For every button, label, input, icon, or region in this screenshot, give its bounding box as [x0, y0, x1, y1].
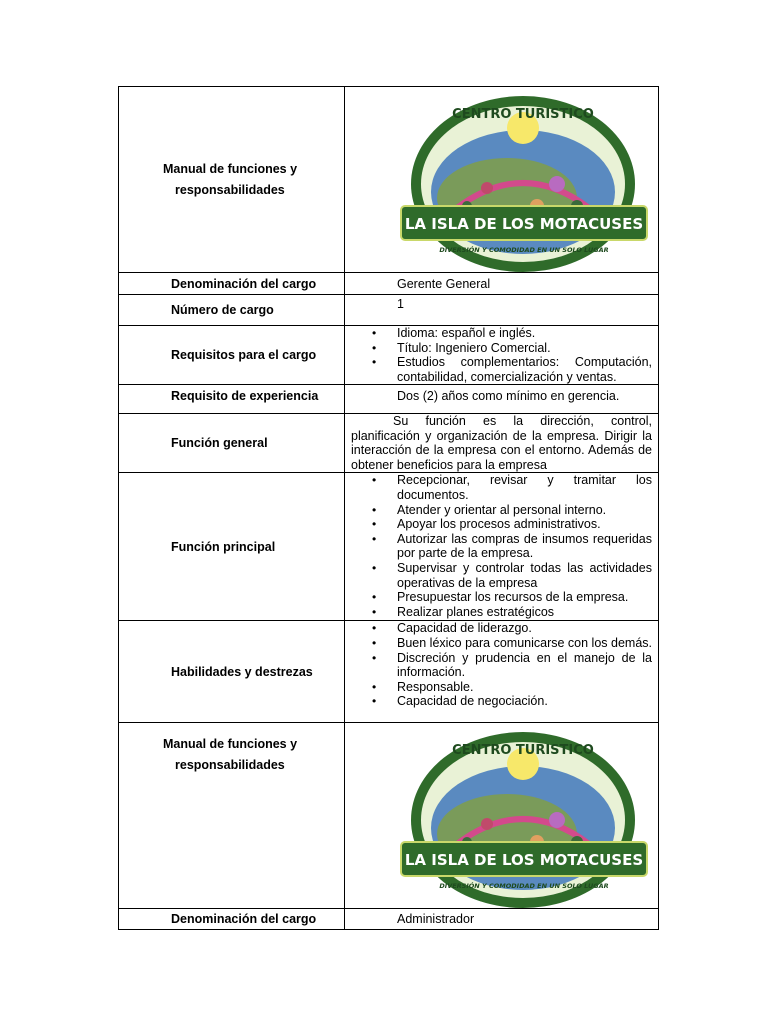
- manual-title-line1: Manual de funciones y: [163, 161, 298, 176]
- denominacion-label: Denominación del cargo: [119, 909, 345, 930]
- list-item: • Idioma: español e inglés.: [345, 326, 652, 341]
- list-item: • Buen léxico para comunicarse con los demás.: [345, 636, 652, 651]
- funcion-principal-label: Función principal: [119, 473, 345, 621]
- list-item: • Capacidad de liderazgo.: [345, 621, 652, 636]
- logo-banner-text: LA ISLA DE LOS MOTACUSES: [404, 214, 644, 233]
- requisitos-list: [345, 326, 658, 384]
- manual-title-line2: responsabilidades: [175, 182, 285, 197]
- habilidades-label: Habilidades y destrezas: [119, 621, 345, 723]
- manual-title-line2: responsabilidades: [175, 758, 285, 773]
- list-item: • Recepcionar, revisar y tramitar los documentos.: [345, 473, 652, 502]
- header-row: [119, 723, 659, 909]
- list-item: • Título: Ingeniero Comercial.: [345, 341, 652, 356]
- denominacion-row: [119, 909, 659, 930]
- denominacion-value: Administrador: [345, 909, 659, 930]
- logo-bottom-text: DIVERSIÓN Y COMODIDAD EN UN SOLO LUGAR: [439, 245, 609, 254]
- list-item: • Supervisar y controlar todas las actividades operativas de la empresa: [345, 561, 652, 590]
- manual-title-cell: [119, 723, 345, 909]
- experiencia-label: Requisito de experiencia: [119, 385, 345, 414]
- funcion-principal-row: [119, 473, 659, 621]
- logo-top-text: CENTRO TURISTICO: [452, 742, 594, 758]
- funcion-general-value: Su función es la dirección, control, planificación y organización de la empresa. Dirigir la interacción de la empresa con el entorno. Además de obtener beneficios para la empresa: [351, 414, 652, 472]
- list-item: • Estudios complementarios: Computación, contabilidad, comercialización y ventas.: [345, 355, 652, 384]
- funcion-principal-cell: [345, 473, 659, 621]
- header-row: [119, 87, 659, 273]
- list-item: • Apoyar los procesos administrativos.: [345, 517, 652, 532]
- funcion-general-cell: [345, 414, 659, 473]
- list-item: • Realizar planes estratégicos: [345, 605, 652, 620]
- numero-label: Número de cargo: [119, 295, 345, 326]
- requisitos-cell: [345, 326, 659, 385]
- logo-cell: [345, 723, 659, 909]
- requisitos-label: Requisitos para el cargo: [119, 326, 345, 385]
- numero-value: 1: [345, 295, 659, 326]
- logo-banner-text: LA ISLA DE LOS MOTACUSES: [404, 850, 644, 869]
- list-item: • Autorizar las compras de insumos requeridas por parte de la empresa.: [345, 532, 652, 561]
- list-item: • Capacidad de negociación.: [345, 694, 652, 709]
- experiencia-row: [119, 385, 659, 414]
- habilidades-cell: [345, 621, 659, 723]
- funcion-principal-list: [345, 473, 658, 619]
- denominacion-row: [119, 273, 659, 295]
- experiencia-value: Dos (2) años como mínimo en gerencia.: [345, 385, 659, 414]
- logo-bottom-text: DIVERSIÓN Y COMODIDAD EN UN SOLO LUGAR: [439, 881, 609, 890]
- job-description-table: [118, 86, 659, 930]
- logo-cell: [345, 87, 659, 273]
- habilidades-list: [345, 621, 658, 709]
- denominacion-label: Denominación del cargo: [119, 273, 345, 295]
- manual-title-line1: Manual de funciones y: [163, 737, 298, 752]
- funcion-general-label: Función general: [119, 414, 345, 473]
- company-logo-image: [397, 88, 657, 272]
- list-item: • Responsable.: [345, 680, 652, 695]
- list-item: • Presupuestar los recursos de la empresa.: [345, 590, 652, 605]
- manual-title-cell: [119, 87, 345, 273]
- company-logo-image: [397, 724, 657, 908]
- requisitos-row: [119, 326, 659, 385]
- logo-top-text: CENTRO TURISTICO: [452, 106, 594, 122]
- numero-row: [119, 295, 659, 326]
- habilidades-row: [119, 621, 659, 723]
- list-item: • Discreción y prudencia en el manejo de la información.: [345, 651, 652, 680]
- funcion-general-row: [119, 414, 659, 473]
- list-item: • Atender y orientar al personal interno.: [345, 503, 652, 518]
- denominacion-value: Gerente General: [345, 273, 659, 295]
